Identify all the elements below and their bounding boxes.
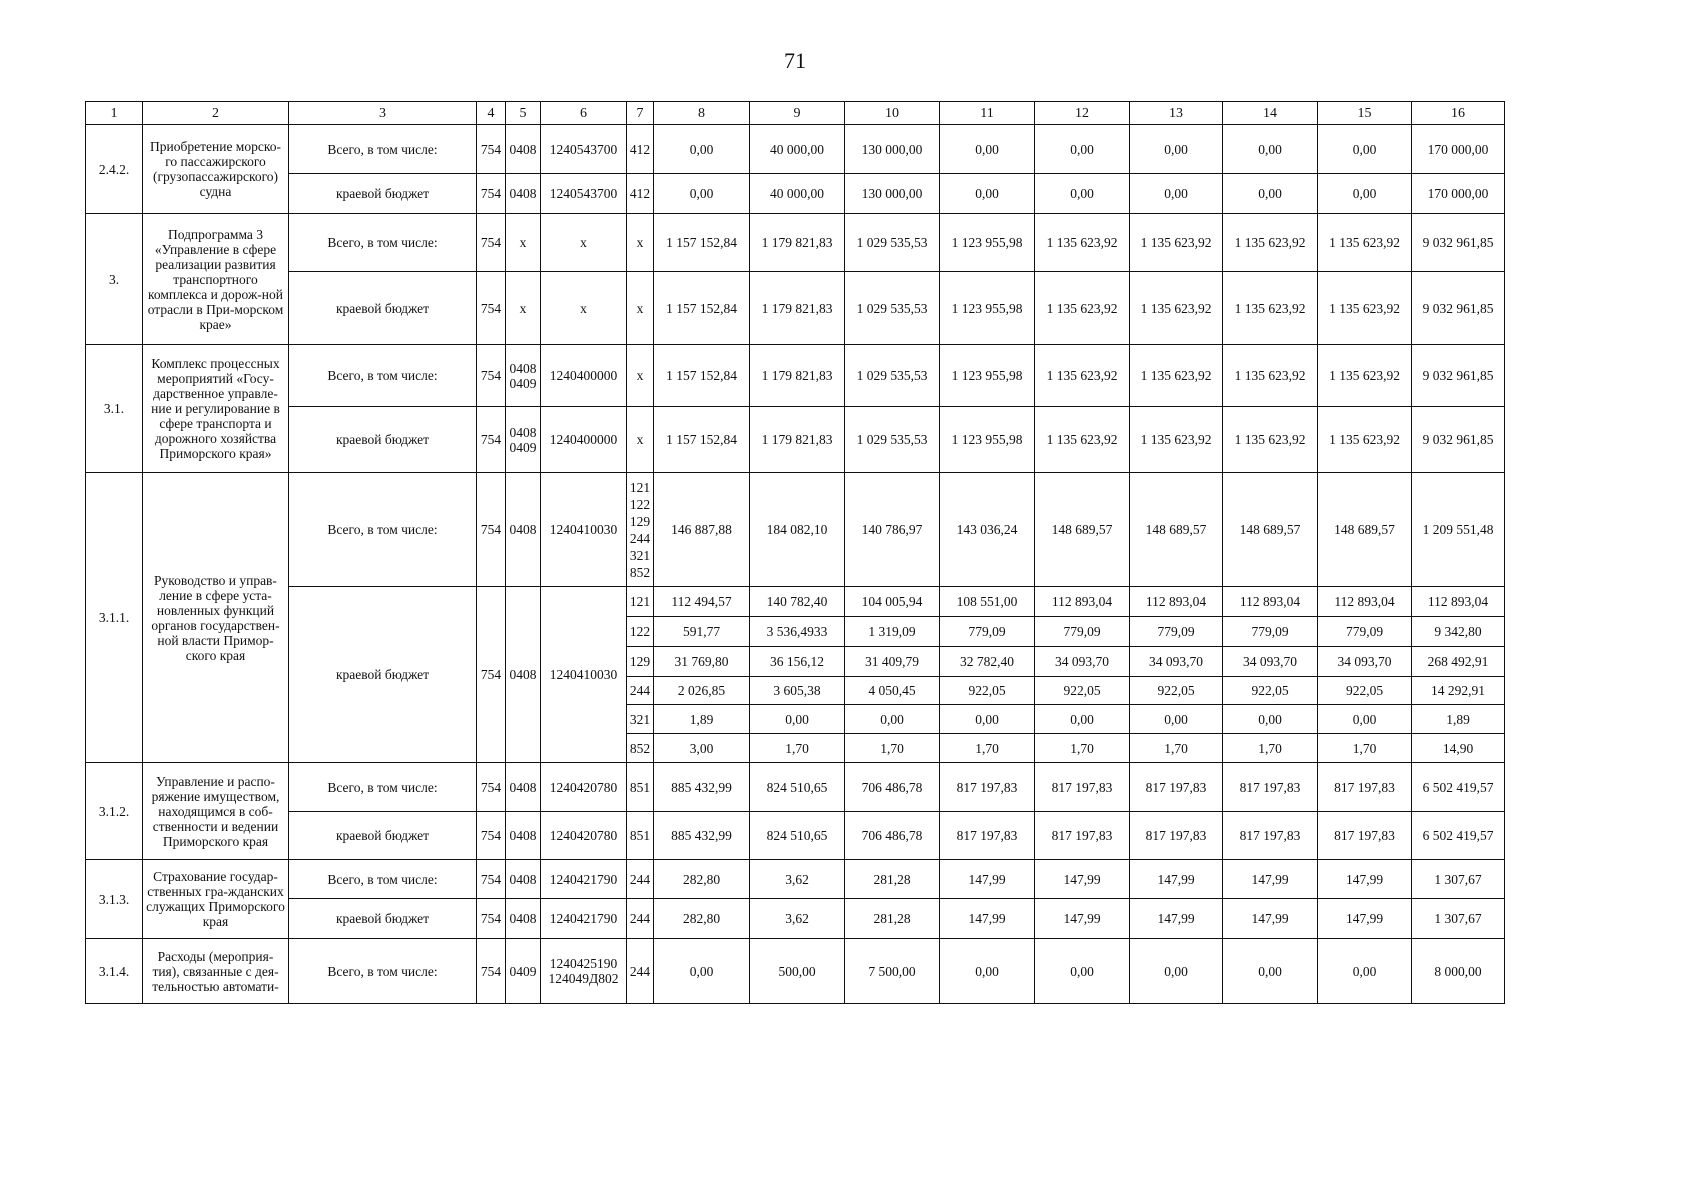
col-5: 0408 (506, 763, 541, 812)
value-col-11: 779,09 (940, 617, 1035, 647)
col-4: 754 (477, 272, 506, 345)
budget-table (85, 101, 1505, 1004)
col-6: x (541, 214, 627, 272)
value-col-15: 147,99 (1318, 899, 1412, 939)
value-col-9: 1,70 (750, 734, 845, 763)
funding-source: Всего, в том числе: (289, 214, 477, 272)
col-6: 1240425190 124049Д802 (541, 939, 627, 1004)
col-4: 754 (477, 345, 506, 407)
row-name: Расходы (мероприя-тия), связанные с дея-тельностью автомати- (143, 939, 289, 1004)
funding-source: краевой бюджет (289, 812, 477, 860)
value-col-16: 170 000,00 (1412, 174, 1505, 214)
col-4: 754 (477, 860, 506, 899)
table-row (86, 860, 1505, 899)
value-col-14: 1 135 623,92 (1223, 214, 1318, 272)
value-col-14: 817 197,83 (1223, 812, 1318, 860)
value-col-12: 817 197,83 (1035, 763, 1130, 812)
table-row (86, 407, 1505, 473)
value-col-11: 0,00 (940, 939, 1035, 1004)
value-col-12: 817 197,83 (1035, 812, 1130, 860)
col-6: 1240400000 (541, 345, 627, 407)
funding-source: краевой бюджет (289, 174, 477, 214)
value-col-9: 140 782,40 (750, 587, 845, 617)
col-5: 0408 (506, 473, 541, 587)
col-7: x (627, 214, 654, 272)
value-col-14: 147,99 (1223, 899, 1318, 939)
table-row (86, 174, 1505, 214)
value-col-16: 14,90 (1412, 734, 1505, 763)
header-col-4: 4 (477, 102, 506, 125)
value-col-10: 706 486,78 (845, 812, 940, 860)
row-number: 3.1.3. (86, 860, 143, 939)
value-col-15: 1 135 623,92 (1318, 272, 1412, 345)
funding-source: Всего, в том числе: (289, 939, 477, 1004)
value-col-11: 1 123 955,98 (940, 272, 1035, 345)
value-col-15: 1 135 623,92 (1318, 407, 1412, 473)
col-7: 852 (627, 734, 654, 763)
value-col-16: 9 032 961,85 (1412, 345, 1505, 407)
value-col-13: 148 689,57 (1130, 473, 1223, 587)
row-name: Страхование государ-ственных гра-жданских служащих Приморского края (143, 860, 289, 939)
col-7: 244 (627, 860, 654, 899)
funding-source: Всего, в том числе: (289, 860, 477, 899)
value-col-16: 6 502 419,57 (1412, 812, 1505, 860)
value-col-11: 0,00 (940, 125, 1035, 174)
value-col-14: 0,00 (1223, 125, 1318, 174)
value-col-12: 0,00 (1035, 705, 1130, 734)
value-col-10: 0,00 (845, 705, 940, 734)
col-6: 1240420780 (541, 812, 627, 860)
col-7: 412 (627, 174, 654, 214)
row-number: 2.4.2. (86, 125, 143, 214)
header-col-10: 10 (845, 102, 940, 125)
header-col-16: 16 (1412, 102, 1505, 125)
header-col-2: 2 (143, 102, 289, 125)
col-7: 321 (627, 705, 654, 734)
col-5: 0408 (506, 899, 541, 939)
value-col-8: 885 432,99 (654, 812, 750, 860)
value-col-11: 1 123 955,98 (940, 345, 1035, 407)
col-7: x (627, 407, 654, 473)
value-col-9: 1 179 821,83 (750, 407, 845, 473)
col-7: 121 122 129 244 321 852 (627, 473, 654, 587)
table-row (86, 214, 1505, 272)
col-7: 122 (627, 617, 654, 647)
value-col-15: 0,00 (1318, 125, 1412, 174)
row-number: 3.1.1. (86, 473, 143, 763)
table-row (86, 473, 1505, 587)
value-col-11: 1 123 955,98 (940, 214, 1035, 272)
value-col-15: 817 197,83 (1318, 812, 1412, 860)
value-col-10: 706 486,78 (845, 763, 940, 812)
row-number: 3.1.2. (86, 763, 143, 860)
value-col-13: 1 135 623,92 (1130, 345, 1223, 407)
row-number: 3.1.4. (86, 939, 143, 1004)
value-col-9: 500,00 (750, 939, 845, 1004)
value-col-15: 922,05 (1318, 677, 1412, 705)
header-col-8: 8 (654, 102, 750, 125)
value-col-11: 1 123 955,98 (940, 407, 1035, 473)
value-col-14: 148 689,57 (1223, 473, 1318, 587)
value-col-9: 3,62 (750, 899, 845, 939)
value-col-9: 0,00 (750, 705, 845, 734)
table-row (86, 763, 1505, 812)
value-col-10: 4 050,45 (845, 677, 940, 705)
value-col-15: 0,00 (1318, 939, 1412, 1004)
row-name: Подпрограмма 3 «Управление в сфере реализации развития транспортного комплекса и дорож-ной отрасли в При-морском крае» (143, 214, 289, 345)
value-col-9: 824 510,65 (750, 763, 845, 812)
value-col-11: 817 197,83 (940, 812, 1035, 860)
row-name: Комплекс процессных мероприятий «Госу-дарственное управле-ние и регулирование в сфере транспорта и дорожного хозяйства Приморского края» (143, 345, 289, 473)
value-col-9: 3,62 (750, 860, 845, 899)
value-col-10: 130 000,00 (845, 125, 940, 174)
value-col-12: 148 689,57 (1035, 473, 1130, 587)
col-7: x (627, 345, 654, 407)
value-col-9: 1 179 821,83 (750, 272, 845, 345)
funding-source: краевой бюджет (289, 587, 477, 763)
row-number: 3. (86, 214, 143, 345)
value-col-9: 824 510,65 (750, 812, 845, 860)
value-col-16: 1 307,67 (1412, 899, 1505, 939)
row-name: Управление и распо-ряжение имуществом, находящимся в соб-ственности и ведении Приморского края (143, 763, 289, 860)
row-number: 3.1. (86, 345, 143, 473)
col-6: 1240420780 (541, 763, 627, 812)
value-col-12: 112 893,04 (1035, 587, 1130, 617)
value-col-12: 0,00 (1035, 174, 1130, 214)
value-col-8: 1 157 152,84 (654, 407, 750, 473)
col-4: 754 (477, 939, 506, 1004)
col-5: 0408 (506, 587, 541, 763)
value-col-13: 34 093,70 (1130, 647, 1223, 677)
value-col-8: 31 769,80 (654, 647, 750, 677)
value-col-9: 3 605,38 (750, 677, 845, 705)
value-col-16: 9 032 961,85 (1412, 272, 1505, 345)
value-col-14: 1 135 623,92 (1223, 407, 1318, 473)
col-7: 121 (627, 587, 654, 617)
value-col-8: 112 494,57 (654, 587, 750, 617)
value-col-13: 817 197,83 (1130, 812, 1223, 860)
value-col-8: 1 157 152,84 (654, 214, 750, 272)
value-col-10: 104 005,94 (845, 587, 940, 617)
header-col-12: 12 (1035, 102, 1130, 125)
value-col-10: 1,70 (845, 734, 940, 763)
value-col-12: 779,09 (1035, 617, 1130, 647)
value-col-9: 36 156,12 (750, 647, 845, 677)
value-col-14: 147,99 (1223, 860, 1318, 899)
value-col-12: 1 135 623,92 (1035, 214, 1130, 272)
value-col-8: 282,80 (654, 899, 750, 939)
value-col-15: 779,09 (1318, 617, 1412, 647)
col-6: x (541, 272, 627, 345)
value-col-11: 817 197,83 (940, 763, 1035, 812)
value-col-14: 34 093,70 (1223, 647, 1318, 677)
table-header (86, 102, 1505, 125)
value-col-16: 6 502 419,57 (1412, 763, 1505, 812)
header-col-3: 3 (289, 102, 477, 125)
value-col-15: 1 135 623,92 (1318, 345, 1412, 407)
value-col-16: 268 492,91 (1412, 647, 1505, 677)
value-col-15: 112 893,04 (1318, 587, 1412, 617)
row-name: Руководство и управ-ление в сфере уста-новленных функций органов государствен-ной власти Примор-ского края (143, 473, 289, 763)
col-5: x (506, 214, 541, 272)
col-7: 244 (627, 899, 654, 939)
funding-source: Всего, в том числе: (289, 473, 477, 587)
value-col-16: 8 000,00 (1412, 939, 1505, 1004)
col-5: 0408 (506, 812, 541, 860)
value-col-10: 1 319,09 (845, 617, 940, 647)
funding-source: краевой бюджет (289, 407, 477, 473)
value-col-8: 0,00 (654, 939, 750, 1004)
table-row (86, 899, 1505, 939)
value-col-10: 1 029 535,53 (845, 407, 940, 473)
value-col-13: 112 893,04 (1130, 587, 1223, 617)
col-4: 754 (477, 214, 506, 272)
value-col-15: 34 093,70 (1318, 647, 1412, 677)
value-col-13: 0,00 (1130, 939, 1223, 1004)
funding-source: Всего, в том числе: (289, 125, 477, 174)
col-7: 851 (627, 812, 654, 860)
value-col-15: 817 197,83 (1318, 763, 1412, 812)
value-col-10: 281,28 (845, 899, 940, 939)
value-col-13: 1 135 623,92 (1130, 407, 1223, 473)
value-col-14: 0,00 (1223, 174, 1318, 214)
value-col-11: 922,05 (940, 677, 1035, 705)
value-col-13: 0,00 (1130, 174, 1223, 214)
col-7: 244 (627, 939, 654, 1004)
value-col-16: 170 000,00 (1412, 125, 1505, 174)
col-4: 754 (477, 899, 506, 939)
value-col-8: 591,77 (654, 617, 750, 647)
value-col-8: 1,89 (654, 705, 750, 734)
value-col-14: 0,00 (1223, 939, 1318, 1004)
value-col-15: 0,00 (1318, 705, 1412, 734)
value-col-9: 40 000,00 (750, 174, 845, 214)
col-4: 754 (477, 587, 506, 763)
funding-source: Всего, в том числе: (289, 345, 477, 407)
value-col-8: 1 157 152,84 (654, 345, 750, 407)
col-4: 754 (477, 812, 506, 860)
col-5: 0408 0409 (506, 407, 541, 473)
col-6: 1240543700 (541, 174, 627, 214)
table-row (86, 125, 1505, 174)
col-5: 0408 0409 (506, 345, 541, 407)
value-col-11: 1,70 (940, 734, 1035, 763)
value-col-12: 1 135 623,92 (1035, 345, 1130, 407)
value-col-15: 147,99 (1318, 860, 1412, 899)
value-col-11: 147,99 (940, 860, 1035, 899)
value-col-11: 147,99 (940, 899, 1035, 939)
value-col-10: 281,28 (845, 860, 940, 899)
value-col-14: 1,70 (1223, 734, 1318, 763)
value-col-13: 0,00 (1130, 705, 1223, 734)
value-col-10: 1 029 535,53 (845, 345, 940, 407)
value-col-16: 9 342,80 (1412, 617, 1505, 647)
value-col-16: 9 032 961,85 (1412, 407, 1505, 473)
funding-source: краевой бюджет (289, 272, 477, 345)
col-6: 1240400000 (541, 407, 627, 473)
col-7: 244 (627, 677, 654, 705)
col-7: 412 (627, 125, 654, 174)
value-col-14: 0,00 (1223, 705, 1318, 734)
col-4: 754 (477, 174, 506, 214)
value-col-13: 1 135 623,92 (1130, 272, 1223, 345)
header-col-5: 5 (506, 102, 541, 125)
funding-source: Всего, в том числе: (289, 763, 477, 812)
header-col-9: 9 (750, 102, 845, 125)
value-col-10: 31 409,79 (845, 647, 940, 677)
value-col-10: 7 500,00 (845, 939, 940, 1004)
table-row (86, 272, 1505, 345)
value-col-10: 140 786,97 (845, 473, 940, 587)
value-col-12: 0,00 (1035, 125, 1130, 174)
value-col-16: 1 307,67 (1412, 860, 1505, 899)
col-4: 754 (477, 407, 506, 473)
col-5: x (506, 272, 541, 345)
value-col-15: 148 689,57 (1318, 473, 1412, 587)
col-4: 754 (477, 763, 506, 812)
value-col-8: 1 157 152,84 (654, 272, 750, 345)
value-col-14: 1 135 623,92 (1223, 345, 1318, 407)
value-col-14: 112 893,04 (1223, 587, 1318, 617)
col-6: 1240410030 (541, 587, 627, 763)
table-row (86, 345, 1505, 407)
value-col-15: 0,00 (1318, 174, 1412, 214)
value-col-13: 1,70 (1130, 734, 1223, 763)
header-col-7: 7 (627, 102, 654, 125)
header-col-15: 15 (1318, 102, 1412, 125)
col-7: x (627, 272, 654, 345)
col-6: 1240410030 (541, 473, 627, 587)
header-col-14: 14 (1223, 102, 1318, 125)
value-col-9: 184 082,10 (750, 473, 845, 587)
value-col-8: 146 887,88 (654, 473, 750, 587)
value-col-9: 40 000,00 (750, 125, 845, 174)
value-col-13: 0,00 (1130, 125, 1223, 174)
value-col-11: 0,00 (940, 705, 1035, 734)
value-col-9: 1 179 821,83 (750, 214, 845, 272)
funding-source: краевой бюджет (289, 899, 477, 939)
value-col-10: 1 029 535,53 (845, 272, 940, 345)
col-4: 754 (477, 473, 506, 587)
value-col-9: 1 179 821,83 (750, 345, 845, 407)
value-col-14: 779,09 (1223, 617, 1318, 647)
col-4: 754 (477, 125, 506, 174)
col-5: 0408 (506, 174, 541, 214)
col-5: 0408 (506, 125, 541, 174)
col-6: 1240421790 (541, 860, 627, 899)
row-name: Приобретение морско-го пассажирского (грузопассажирского) судна (143, 125, 289, 214)
value-col-12: 34 093,70 (1035, 647, 1130, 677)
value-col-10: 1 029 535,53 (845, 214, 940, 272)
col-7: 129 (627, 647, 654, 677)
value-col-15: 1 135 623,92 (1318, 214, 1412, 272)
value-col-12: 147,99 (1035, 899, 1130, 939)
value-col-8: 2 026,85 (654, 677, 750, 705)
col-6: 1240421790 (541, 899, 627, 939)
value-col-14: 1 135 623,92 (1223, 272, 1318, 345)
value-col-12: 922,05 (1035, 677, 1130, 705)
value-col-16: 1,89 (1412, 705, 1505, 734)
value-col-13: 147,99 (1130, 860, 1223, 899)
value-col-14: 817 197,83 (1223, 763, 1318, 812)
value-col-8: 0,00 (654, 125, 750, 174)
value-col-11: 32 782,40 (940, 647, 1035, 677)
table-row (86, 812, 1505, 860)
page-number: 71 (784, 48, 806, 73)
col-7: 851 (627, 763, 654, 812)
value-col-11: 143 036,24 (940, 473, 1035, 587)
header-col-11: 11 (940, 102, 1035, 125)
value-col-12: 147,99 (1035, 860, 1130, 899)
value-col-11: 0,00 (940, 174, 1035, 214)
value-col-13: 817 197,83 (1130, 763, 1223, 812)
value-col-16: 14 292,91 (1412, 677, 1505, 705)
value-col-9: 3 536,4933 (750, 617, 845, 647)
value-col-13: 147,99 (1130, 899, 1223, 939)
value-col-11: 108 551,00 (940, 587, 1035, 617)
value-col-10: 130 000,00 (845, 174, 940, 214)
value-col-13: 1 135 623,92 (1130, 214, 1223, 272)
value-col-8: 282,80 (654, 860, 750, 899)
table-row (86, 587, 1505, 617)
value-col-13: 779,09 (1130, 617, 1223, 647)
col-5: 0409 (506, 939, 541, 1004)
header-col-13: 13 (1130, 102, 1223, 125)
value-col-15: 1,70 (1318, 734, 1412, 763)
value-col-12: 1 135 623,92 (1035, 407, 1130, 473)
header-col-1: 1 (86, 102, 143, 125)
value-col-12: 0,00 (1035, 939, 1130, 1004)
value-col-8: 3,00 (654, 734, 750, 763)
header-col-6: 6 (541, 102, 627, 125)
col-5: 0408 (506, 860, 541, 899)
col-6: 1240543700 (541, 125, 627, 174)
value-col-14: 922,05 (1223, 677, 1318, 705)
value-col-12: 1,70 (1035, 734, 1130, 763)
value-col-16: 9 032 961,85 (1412, 214, 1505, 272)
value-col-8: 0,00 (654, 174, 750, 214)
value-col-13: 922,05 (1130, 677, 1223, 705)
value-col-16: 112 893,04 (1412, 587, 1505, 617)
table-row (86, 939, 1505, 1004)
value-col-12: 1 135 623,92 (1035, 272, 1130, 345)
value-col-8: 885 432,99 (654, 763, 750, 812)
value-col-16: 1 209 551,48 (1412, 473, 1505, 587)
